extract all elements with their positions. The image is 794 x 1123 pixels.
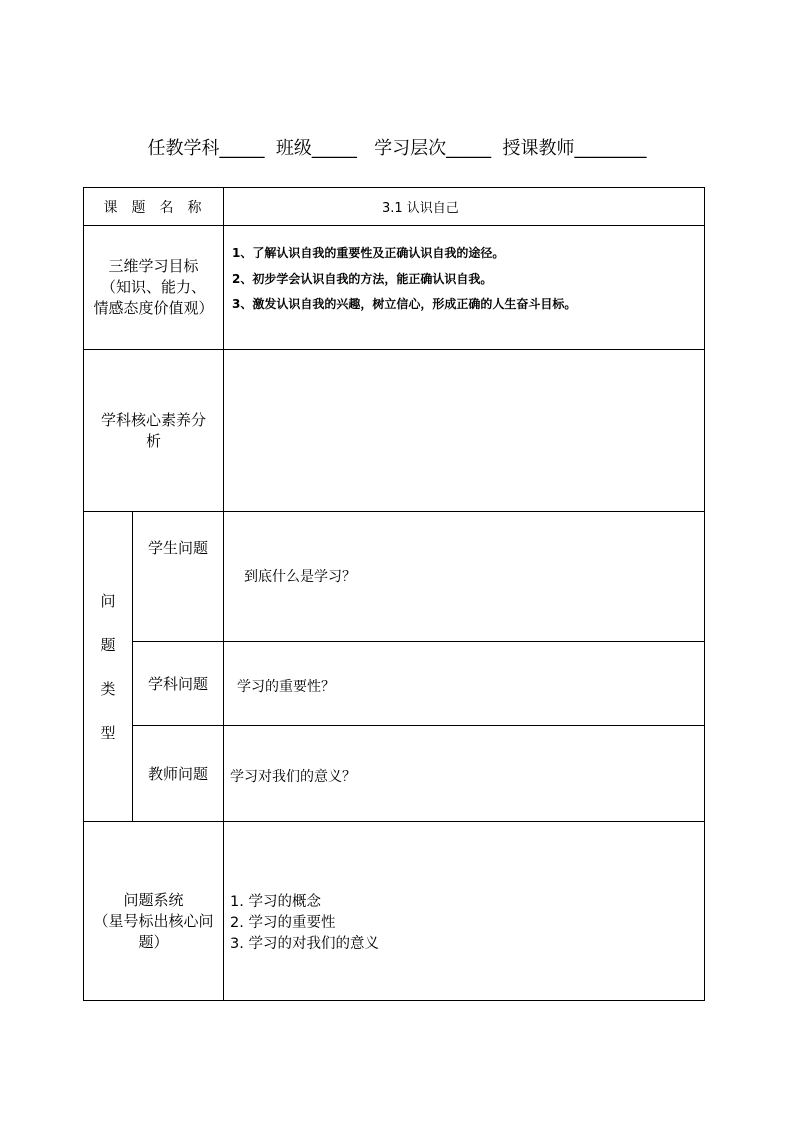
teacher-question-label: 教师问题 <box>133 726 224 822</box>
core-literacy-content <box>224 350 705 512</box>
goals-label-line: 情感态度价值观） <box>93 299 214 317</box>
lesson-plan-table <box>83 187 705 1001</box>
question-system-list <box>224 822 705 1001</box>
student-question-label: 学生问题 <box>133 512 224 642</box>
subject-question-text: 学习的重要性？ <box>224 642 705 726</box>
question-system-label-line: 题） <box>138 932 169 951</box>
question-type-char: 型 <box>100 723 116 742</box>
goal-item: 3、激发认识自我的兴趣，树立信心，形成正确的人生奋斗目标。 <box>232 297 577 311</box>
goals-label-line: （知识、能力、 <box>100 278 206 296</box>
student-question-text: 到底什么是学习？ <box>224 512 705 642</box>
question-system-label-line: 问题系统 <box>123 890 184 909</box>
goals-content <box>224 226 705 350</box>
core-literacy-label-line: 析 <box>145 431 161 450</box>
question-system-item: 2. 学习的重要性 <box>230 914 336 931</box>
question-system-item: 3. 学习的对我们的意义 <box>230 935 379 952</box>
row-question-student <box>84 512 705 642</box>
row-lesson-title <box>84 188 705 226</box>
goal-item: 2、初步学会认识自我的方法，能正确认识自我。 <box>232 271 493 286</box>
question-system-item: 1. 学习的概念 <box>230 893 321 910</box>
subject-question-label: 学科问题 <box>133 642 224 726</box>
row-goals <box>84 226 705 350</box>
question-system-label-line: （星号标出核心问 <box>93 911 214 930</box>
goals-label-line: 三维学习目标 <box>108 257 199 275</box>
core-literacy-label-line: 学科核心素养分 <box>100 410 206 429</box>
question-type-char: 题 <box>100 635 116 654</box>
goal-item: 1、了解认识自我的重要性及正确认识自我的途径。 <box>232 246 505 260</box>
question-system-label <box>84 822 224 1001</box>
row-question-subject <box>84 642 705 726</box>
row-question-system <box>84 822 705 1001</box>
teacher-question-text: 学习对我们的意义？ <box>224 726 705 822</box>
question-type-char: 类 <box>100 679 116 698</box>
lesson-title-label: 课题名称 <box>84 188 224 226</box>
goals-label <box>84 226 224 350</box>
core-literacy-label <box>84 350 224 512</box>
lesson-title-value: 3.1 认识自己 <box>224 188 705 226</box>
row-question-teacher <box>84 726 705 822</box>
question-type-char: 问 <box>100 591 116 610</box>
question-type-label <box>84 512 133 822</box>
header-fields: 任教学科_____ 班级_____ 学习层次_____ 授课教师________ <box>147 138 647 159</box>
row-core-literacy <box>84 350 705 512</box>
